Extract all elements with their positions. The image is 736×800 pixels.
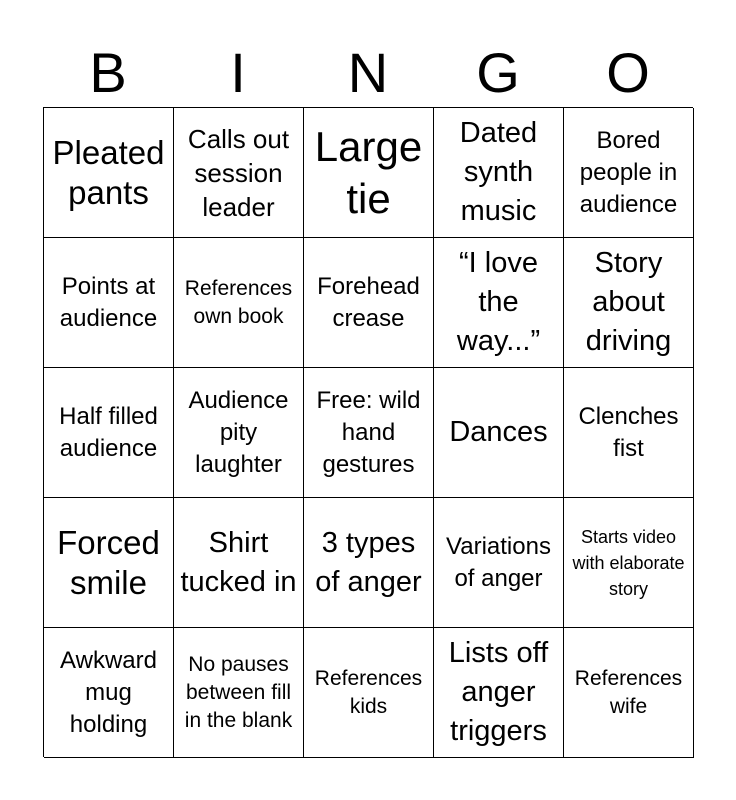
- bingo-cell[interactable]: [304, 498, 434, 628]
- bingo-cell[interactable]: [44, 238, 174, 368]
- cell-text: Half filled audience: [59, 402, 158, 462]
- header-letter-o: O: [606, 41, 650, 104]
- bingo-cell[interactable]: [434, 368, 564, 498]
- bingo-cell[interactable]: [564, 368, 694, 498]
- cell-text: Audience pity laughter: [188, 386, 289, 478]
- bingo-cell[interactable]: [304, 368, 434, 498]
- cell-text: Dances: [449, 416, 548, 448]
- cell-text: Large tie: [314, 122, 423, 222]
- cell-text: References kids: [314, 666, 423, 718]
- bingo-cell[interactable]: [434, 238, 564, 368]
- cell-text: 3 types of anger: [315, 526, 422, 598]
- cell-text: References wife: [574, 666, 683, 718]
- cell-text: Starts video with elaborate story: [572, 526, 685, 599]
- cell-text: Forced smile: [57, 523, 160, 601]
- bingo-cell[interactable]: [44, 498, 174, 628]
- cell-text: Awkward mug holding: [60, 646, 157, 738]
- bingo-cell[interactable]: [44, 108, 174, 238]
- bingo-board: [43, 107, 693, 757]
- cell-text: Dated synth music: [459, 117, 538, 227]
- bingo-cell[interactable]: [304, 238, 434, 368]
- header-letter-b: B: [89, 41, 127, 104]
- bingo-cell[interactable]: [44, 628, 174, 758]
- cell-text: “I love the way...”: [456, 247, 541, 357]
- cell-text: Calls out session leader: [187, 123, 290, 222]
- bingo-cell[interactable]: [174, 628, 304, 758]
- cell-text: Forehead crease: [317, 272, 420, 332]
- bingo-cell[interactable]: [434, 628, 564, 758]
- bingo-cell[interactable]: [174, 498, 304, 628]
- cell-text: Variations of anger: [446, 532, 551, 592]
- bingo-cell[interactable]: [44, 368, 174, 498]
- bingo-cell[interactable]: [304, 108, 434, 238]
- header-letter-g: G: [476, 41, 520, 104]
- cell-text: Shirt tucked in: [180, 526, 297, 598]
- cell-text: Points at audience: [59, 272, 158, 332]
- bingo-cell[interactable]: [174, 238, 304, 368]
- bingo-cell[interactable]: [434, 498, 564, 628]
- bingo-cell[interactable]: [304, 628, 434, 758]
- cell-text: Lists off anger triggers: [448, 637, 549, 747]
- bingo-cell[interactable]: [174, 108, 304, 238]
- header-letter-i: I: [230, 41, 246, 104]
- header-letter-n: N: [347, 41, 389, 104]
- cell-text: Bored people in audience: [579, 126, 678, 218]
- bingo-cell[interactable]: [174, 368, 304, 498]
- cell-text: Clenches fist: [578, 402, 679, 462]
- bingo-cell[interactable]: [564, 498, 694, 628]
- cell-text: Pleated pants: [52, 133, 165, 211]
- cell-text: References own book: [184, 276, 293, 328]
- bingo-header: [43, 40, 693, 106]
- bingo-cell[interactable]: [564, 238, 694, 368]
- bingo-cell[interactable]: [434, 108, 564, 238]
- bingo-cell[interactable]: [564, 108, 694, 238]
- cell-text: Story about driving: [585, 247, 672, 357]
- bingo-cell[interactable]: [564, 628, 694, 758]
- cell-text: No pauses between fill in the blank: [184, 652, 293, 732]
- cell-text: Free: wild hand gestures: [316, 386, 421, 478]
